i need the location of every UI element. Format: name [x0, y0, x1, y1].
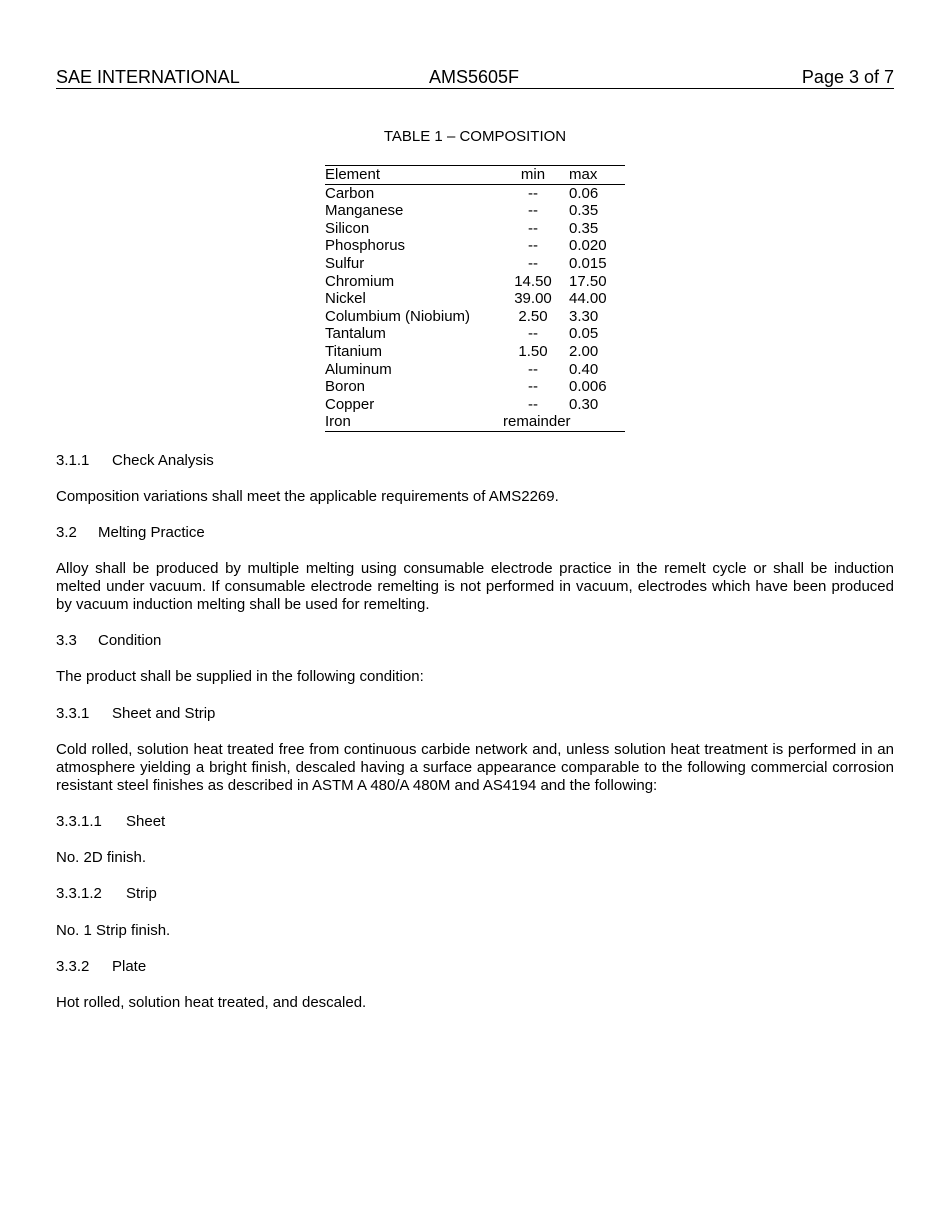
table-row-last [325, 413, 625, 431]
cell-min: -- [528, 254, 538, 272]
heading-3-3-2: 3.3.2 Plate [56, 958, 147, 975]
para-3-3: The product shall be supplied in the following condition: [56, 668, 424, 685]
para-3-3-2: Hot rolled, solution heat treated, and descaled. [56, 994, 367, 1011]
para-3-1-1: Composition variations shall meet the applicable requirements of AMS2269. [56, 488, 559, 505]
cell-max: 0.30 [569, 395, 599, 413]
table-row [325, 361, 625, 379]
cell-max: 0.40 [569, 360, 599, 378]
header-min: min [505, 166, 561, 185]
cell-min: 14.50 [514, 272, 552, 290]
cell-element: Carbon [325, 184, 375, 202]
cell-min: -- [528, 325, 538, 343]
cell-element: Aluminum [325, 360, 392, 378]
header-org: SAE INTERNATIONAL [56, 67, 240, 87]
composition-table [325, 165, 625, 432]
table-row [325, 184, 625, 202]
table-row [325, 273, 625, 291]
header-max: max [561, 166, 625, 185]
para-3-3-1: Cold rolled, solution heat treated free from continuous carbide network and, unless solution heat treatment is performed in an atmosphere yielding a bright finish, descaled having a surface appearance comparable to the following commercial corrosion resistant steel finishes as described in ASTM A 480/A 480M and AS4194 and the following: [56, 741, 894, 794]
table-row [325, 220, 625, 238]
cell-element: Silicon [325, 219, 370, 237]
cell-max: 0.020 [569, 237, 607, 255]
para-3-2: Alloy shall be produced by multiple melting using consumable electrode practice in the remelt cycle or shall be induction melted under vacuum. If consumable electrode remelting is not performed in vacuum, electrodes which have been produced by vacuum induction melting shall be used for remelting. [56, 560, 894, 613]
cell-min: -- [528, 395, 538, 413]
table-row [325, 255, 625, 273]
cell-max: 0.06 [569, 184, 599, 202]
cell-min: 2.50 [518, 307, 548, 325]
cell-element: Sulfur [325, 254, 365, 272]
cell-element: Phosphorus [325, 237, 406, 255]
cell-element: Titanium [325, 342, 382, 360]
cell-max: 17.50 [569, 272, 607, 290]
heading-3-3-1-2: 3.3.1.2 Strip [56, 885, 157, 902]
cell-max: 2.00 [569, 342, 599, 360]
cell-min: -- [528, 237, 538, 255]
cell-min: -- [528, 219, 538, 237]
heading-3-3: 3.3 Condition [56, 632, 162, 649]
cell-element: Copper [325, 395, 375, 413]
header-element: Element [325, 166, 505, 185]
cell-element: Columbium (Niobium) [325, 307, 471, 325]
cell-min: -- [528, 184, 538, 202]
cell-max: 0.015 [569, 254, 607, 272]
cell-min: 1.50 [518, 342, 548, 360]
heading-3-3-1: 3.3.1 Sheet and Strip [56, 705, 216, 722]
cell-min: 39.00 [514, 290, 552, 308]
page-header [56, 66, 894, 89]
table-row [325, 343, 625, 361]
cell-max: 0.35 [569, 219, 599, 237]
cell-element: Nickel [325, 290, 366, 308]
table-body [325, 184, 625, 431]
para-3-3-1-2: No. 1 Strip finish. [56, 922, 171, 939]
cell-min: -- [528, 360, 538, 378]
table-row [325, 237, 625, 255]
table-row [325, 290, 625, 308]
cell-element: Tantalum [325, 325, 386, 343]
cell-max: 0.35 [569, 202, 599, 220]
cell-max: 0.05 [569, 325, 599, 343]
header-page-number: Page 3 of 7 [801, 67, 894, 87]
table-caption: TABLE 1 – COMPOSITION [383, 128, 567, 145]
cell-element: Boron [325, 378, 366, 396]
cell-element: Chromium [325, 272, 395, 290]
heading-3-1-1: 3.1.1 Check Analysis [56, 452, 214, 469]
cell-remainder: remainder [503, 413, 571, 431]
cell-min: -- [528, 202, 538, 220]
cell-max: 0.006 [569, 378, 607, 396]
para-3-3-1-1: No. 2D finish. [56, 849, 147, 866]
heading-3-3-1-1: 3.3.1.1 Sheet [56, 813, 166, 830]
heading-3-2: 3.2 Melting Practice [56, 524, 205, 541]
cell-min: -- [528, 378, 538, 396]
cell-element: Manganese [325, 202, 404, 220]
cell-element: Iron [325, 413, 351, 431]
table-header-row [325, 166, 625, 185]
cell-max: 3.30 [569, 307, 599, 325]
table-row [325, 378, 625, 396]
table-row [325, 396, 625, 414]
cell-max: 44.00 [569, 290, 607, 308]
table-row [325, 202, 625, 220]
header-doc-number: AMS5605F [429, 67, 520, 87]
table-row [325, 325, 625, 343]
table-row [325, 308, 625, 326]
